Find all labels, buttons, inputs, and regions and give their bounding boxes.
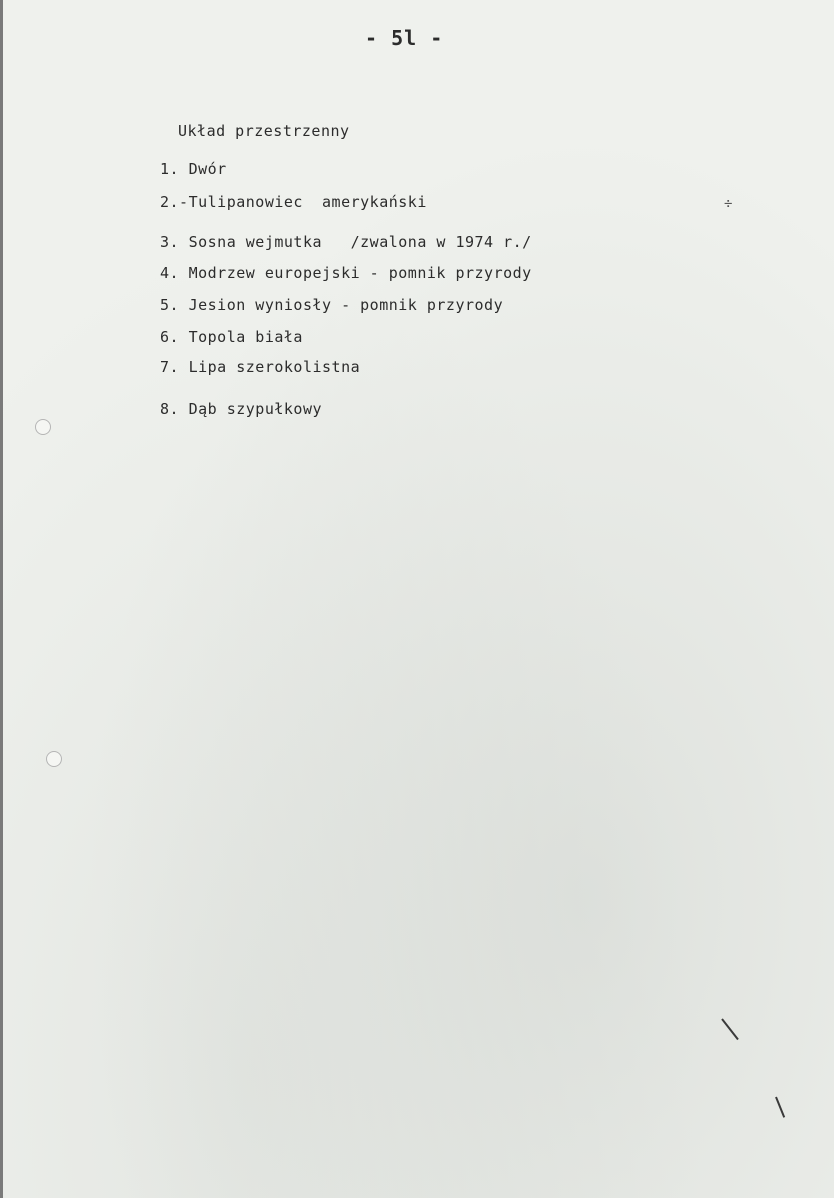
punch-hole-icon bbox=[35, 419, 51, 435]
list-item: 4. Modrzew europejski - pomnik przyrody bbox=[160, 264, 532, 282]
section-heading: Układ przestrzenny bbox=[178, 122, 350, 140]
list-item: 1. Dwór bbox=[160, 160, 227, 178]
list-item: 6. Topola biała bbox=[160, 328, 303, 346]
list-item: 2.-Tulipanowiec amerykański bbox=[160, 193, 427, 211]
page-number: - 5l - bbox=[365, 26, 444, 50]
list-item: 3. Sosna wejmutka /zwalona w 1974 r./ bbox=[160, 233, 532, 251]
page-edge bbox=[0, 0, 3, 1198]
list-item: 8. Dąb szypułkowy bbox=[160, 400, 323, 418]
margin-mark: ÷ bbox=[724, 196, 733, 212]
pen-stroke-mark bbox=[721, 1018, 739, 1040]
pen-stroke-mark bbox=[775, 1097, 785, 1118]
punch-hole-icon bbox=[46, 751, 62, 767]
list-item: 5. Jesion wyniosły - pomnik przyrody bbox=[160, 296, 504, 314]
list-item: 7. Lipa szerokolistna bbox=[160, 358, 361, 376]
